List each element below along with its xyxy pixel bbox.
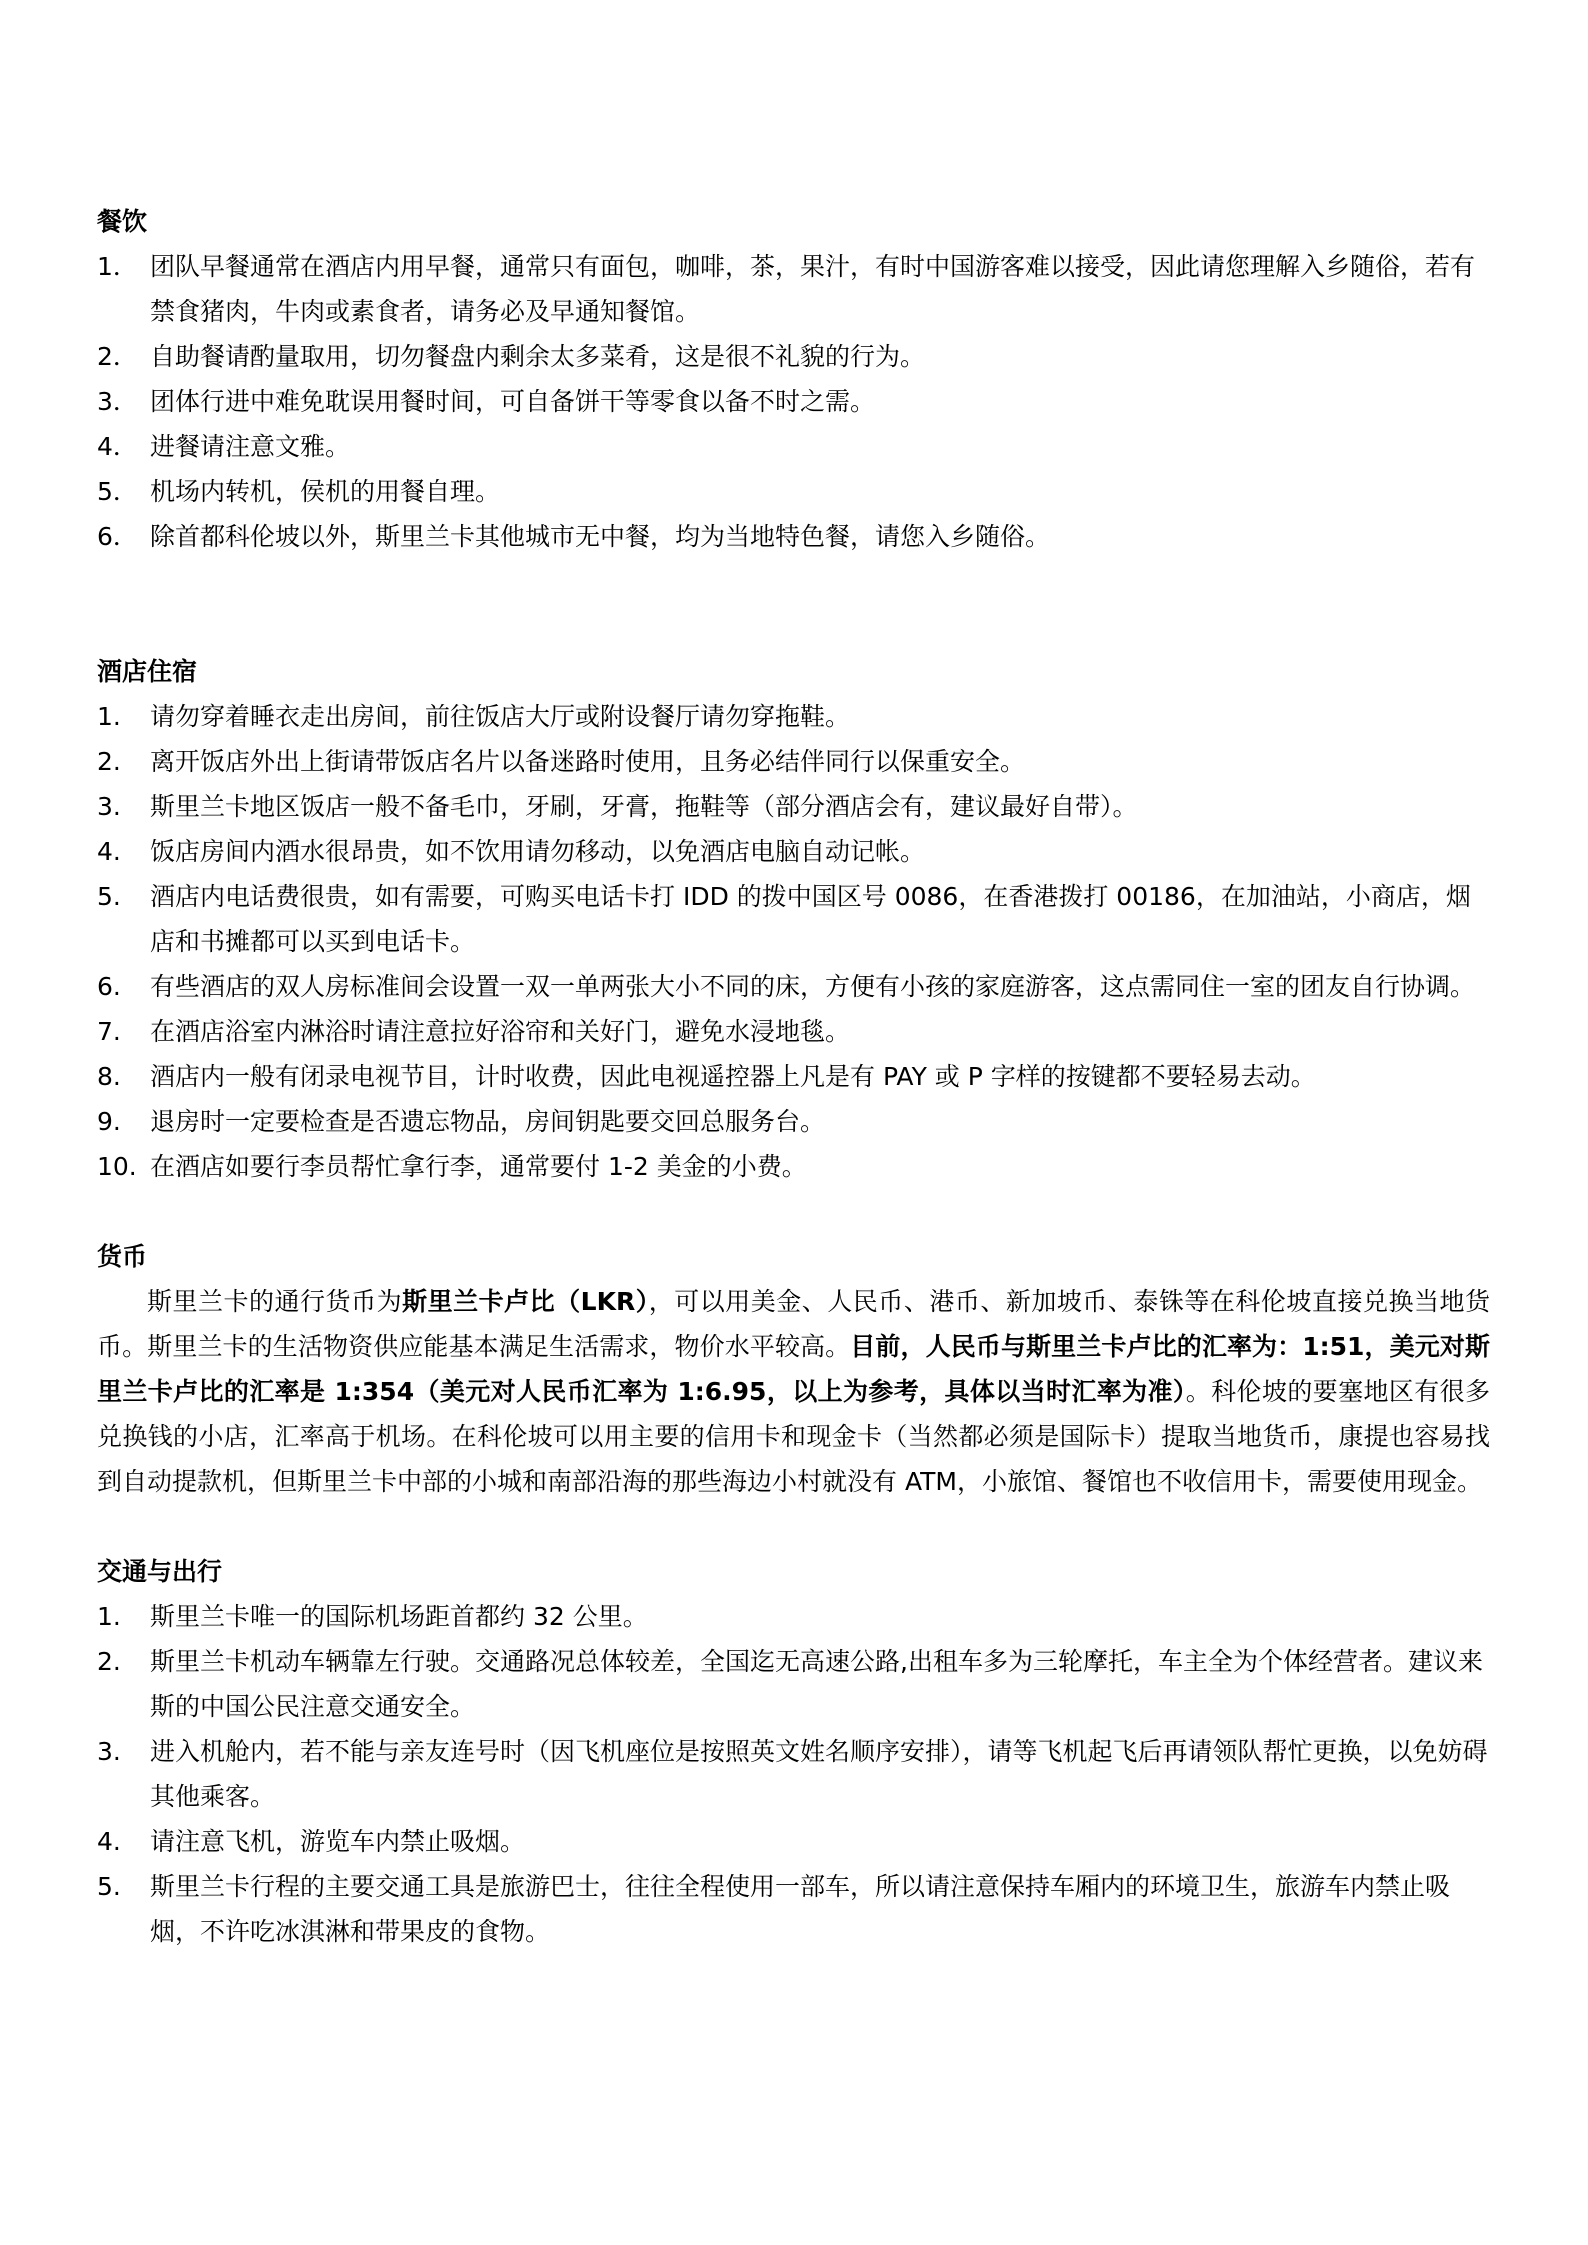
list-item bbox=[97, 1639, 1490, 1729]
item-number: 10. bbox=[97, 1152, 137, 1181]
list-item bbox=[97, 469, 1490, 514]
transport-list bbox=[97, 1594, 1490, 1954]
currency-text-2: ，可以用美金、人民币、港币、新加坡币、泰铢等在科伦坡直接兑换当地货币。斯里兰卡的生活物资供应能基本满足生活需求，物价水平较高。 bbox=[97, 1287, 1490, 1361]
item-text: 斯里兰卡地区饭店一般不备毛巾，牙刷，牙膏，拖鞋等（部分酒店会有，建议最好自带）。 bbox=[150, 792, 1138, 821]
item-number: 3. bbox=[97, 1737, 121, 1766]
currency-paragraph bbox=[97, 1279, 1490, 1504]
list-item bbox=[97, 874, 1490, 964]
item-text: 请注意飞机，游览车内禁止吸烟。 bbox=[150, 1827, 526, 1856]
list-item bbox=[97, 244, 1490, 334]
item-number: 5. bbox=[97, 882, 121, 911]
spacer bbox=[97, 1189, 1490, 1234]
spacer bbox=[97, 559, 1490, 649]
item-text: 团体行进中难免耽误用餐时间，可自备饼干等零食以备不时之需。 bbox=[150, 387, 876, 416]
item-text: 请勿穿着睡衣走出房间，前往饭店大厅或附设餐厅请勿穿拖鞋。 bbox=[150, 702, 851, 731]
item-number: 3. bbox=[97, 792, 121, 821]
document-page bbox=[97, 199, 1490, 1954]
item-number: 7. bbox=[97, 1017, 121, 1046]
item-text: 斯里兰卡行程的主要交通工具是旅游巴士，往往全程使用一部车，所以请注意保持车厢内的环境卫生，旅游车内禁止吸烟，不许吃冰淇淋和带果皮的食物。 bbox=[150, 1872, 1451, 1946]
list-item bbox=[97, 1009, 1490, 1054]
list-item bbox=[97, 334, 1490, 379]
item-number: 9. bbox=[97, 1107, 121, 1136]
list-item bbox=[97, 964, 1490, 1009]
item-number: 2. bbox=[97, 747, 121, 776]
currency-text-3: 。科伦坡的要塞地区有很多兑换钱的小店，汇率高于机场。在科伦坡可以用主要的信用卡和现金卡（当然都必须是国际卡）提取当地货币，康提也容易找到自动提款机，但斯里兰卡中部的小城和南部沿海的那些海边小村就没有 ATM，小旅馆、餐馆也不收信用卡，需要使用现金。 bbox=[97, 1377, 1490, 1496]
item-text: 酒店内一般有闭录电视节目，计时收费，因此电视遥控器上凡是有 PAY 或 P 字样的按键都不要轻易去动。 bbox=[150, 1062, 1316, 1091]
list-item bbox=[97, 379, 1490, 424]
item-text: 进入机舱内，若不能与亲友连号时（因飞机座位是按照英文姓名顺序安排），请等飞机起飞后再请领队帮忙更换，以免妨碍其他乘客。 bbox=[150, 1737, 1488, 1811]
currency-bold-1: 斯里兰卡卢比（LKR） bbox=[402, 1287, 649, 1316]
item-text: 退房时一定要检查是否遗忘物品，房间钥匙要交回总服务台。 bbox=[150, 1107, 826, 1136]
list-item bbox=[97, 424, 1490, 469]
item-number: 1. bbox=[97, 1602, 121, 1631]
item-text: 离开饭店外出上街请带饭店名片以备迷路时使用，且务必结伴同行以保重安全。 bbox=[150, 747, 1026, 776]
list-item bbox=[97, 1054, 1490, 1099]
item-text: 斯里兰卡机动车辆靠左行驶。交通路况总体较差，全国迄无高速公路,出租车多为三轮摩托，车主全为个体经营者。建议来斯的中国公民注意交通安全。 bbox=[150, 1647, 1483, 1721]
section-title-currency: 货币 bbox=[97, 1242, 148, 1271]
item-text: 在酒店浴室内淋浴时请注意拉好浴帘和关好门，避免水浸地毯。 bbox=[150, 1017, 851, 1046]
list-item bbox=[97, 694, 1490, 739]
dining-list bbox=[97, 244, 1490, 559]
item-text: 饭店房间内酒水很昂贵，如不饮用请勿移动，以免酒店电脑自动记帐。 bbox=[150, 837, 926, 866]
item-number: 2． bbox=[97, 342, 138, 371]
item-number: 6． bbox=[97, 522, 138, 551]
item-text: 在酒店如要行李员帮忙拿行李，通常要付 1-2 美金的小费。 bbox=[150, 1152, 807, 1181]
list-item bbox=[97, 1864, 1490, 1954]
item-text: 斯里兰卡唯一的国际机场距首都约 32 公里。 bbox=[150, 1602, 648, 1631]
item-number: 5. bbox=[97, 1872, 121, 1901]
list-item bbox=[97, 784, 1490, 829]
section-title-hotel: 酒店住宿 bbox=[97, 657, 198, 686]
item-number: 4. bbox=[97, 837, 121, 866]
list-item bbox=[97, 1819, 1490, 1864]
list-item bbox=[97, 1594, 1490, 1639]
list-item bbox=[97, 1729, 1490, 1819]
list-item bbox=[97, 739, 1490, 784]
item-number: 3． bbox=[97, 387, 138, 416]
item-number: 5． bbox=[97, 477, 138, 506]
list-item bbox=[97, 1099, 1490, 1144]
item-number: 4. bbox=[97, 1827, 121, 1856]
list-item bbox=[97, 829, 1490, 874]
item-text: 除首都科伦坡以外，斯里兰卡其他城市无中餐，均为当地特色餐，请您入乡随俗。 bbox=[150, 522, 1051, 551]
item-number: 1. bbox=[97, 702, 121, 731]
currency-bold-2: 目前，人民币与斯里兰卡卢比的汇率为：1:51，美元对斯里兰卡卢比的汇率是 1:354（美元对人民币汇率为 1:6.95，以上为参考，具体以当时汇率为准） bbox=[97, 1332, 1490, 1406]
item-text: 酒店内电话费很贵，如有需要，可购买电话卡打 IDD 的拨中国区号 0086，在香港拨打 00186，在加油站，小商店，烟店和书摊都可以买到电话卡。 bbox=[150, 882, 1471, 956]
hotel-list bbox=[97, 694, 1490, 1189]
item-text: 进餐请注意文雅。 bbox=[150, 432, 351, 461]
list-item bbox=[97, 514, 1490, 559]
currency-text-1: 斯里兰卡的通行货币为 bbox=[147, 1287, 403, 1316]
item-number: 8. bbox=[97, 1062, 121, 1091]
list-item bbox=[97, 1144, 1490, 1189]
item-number: 6. bbox=[97, 972, 121, 1001]
item-text: 自助餐请酌量取用，切勿餐盘内剩余太多菜肴，这是很不礼貌的行为。 bbox=[150, 342, 926, 371]
item-text: 机场内转机，侯机的用餐自理。 bbox=[150, 477, 501, 506]
item-text: 有些酒店的双人房标准间会设置一双一单两张大小不同的床，方便有小孩的家庭游客，这点需同住一室的团友自行协调。 bbox=[150, 972, 1476, 1001]
section-title-dining: 餐饮 bbox=[97, 207, 148, 236]
item-number: 1． bbox=[97, 252, 138, 281]
spacer bbox=[97, 1504, 1490, 1549]
section-title-transport: 交通与出行 bbox=[97, 1557, 223, 1586]
item-text: 团队早餐通常在酒店内用早餐，通常只有面包，咖啡，茶，果汁，有时中国游客难以接受，因此请您理解入乡随俗，若有禁食猪肉，牛肉或素食者，请务必及早通知餐馆。 bbox=[150, 252, 1476, 326]
item-number: 4． bbox=[97, 432, 138, 461]
item-number: 2. bbox=[97, 1647, 121, 1676]
